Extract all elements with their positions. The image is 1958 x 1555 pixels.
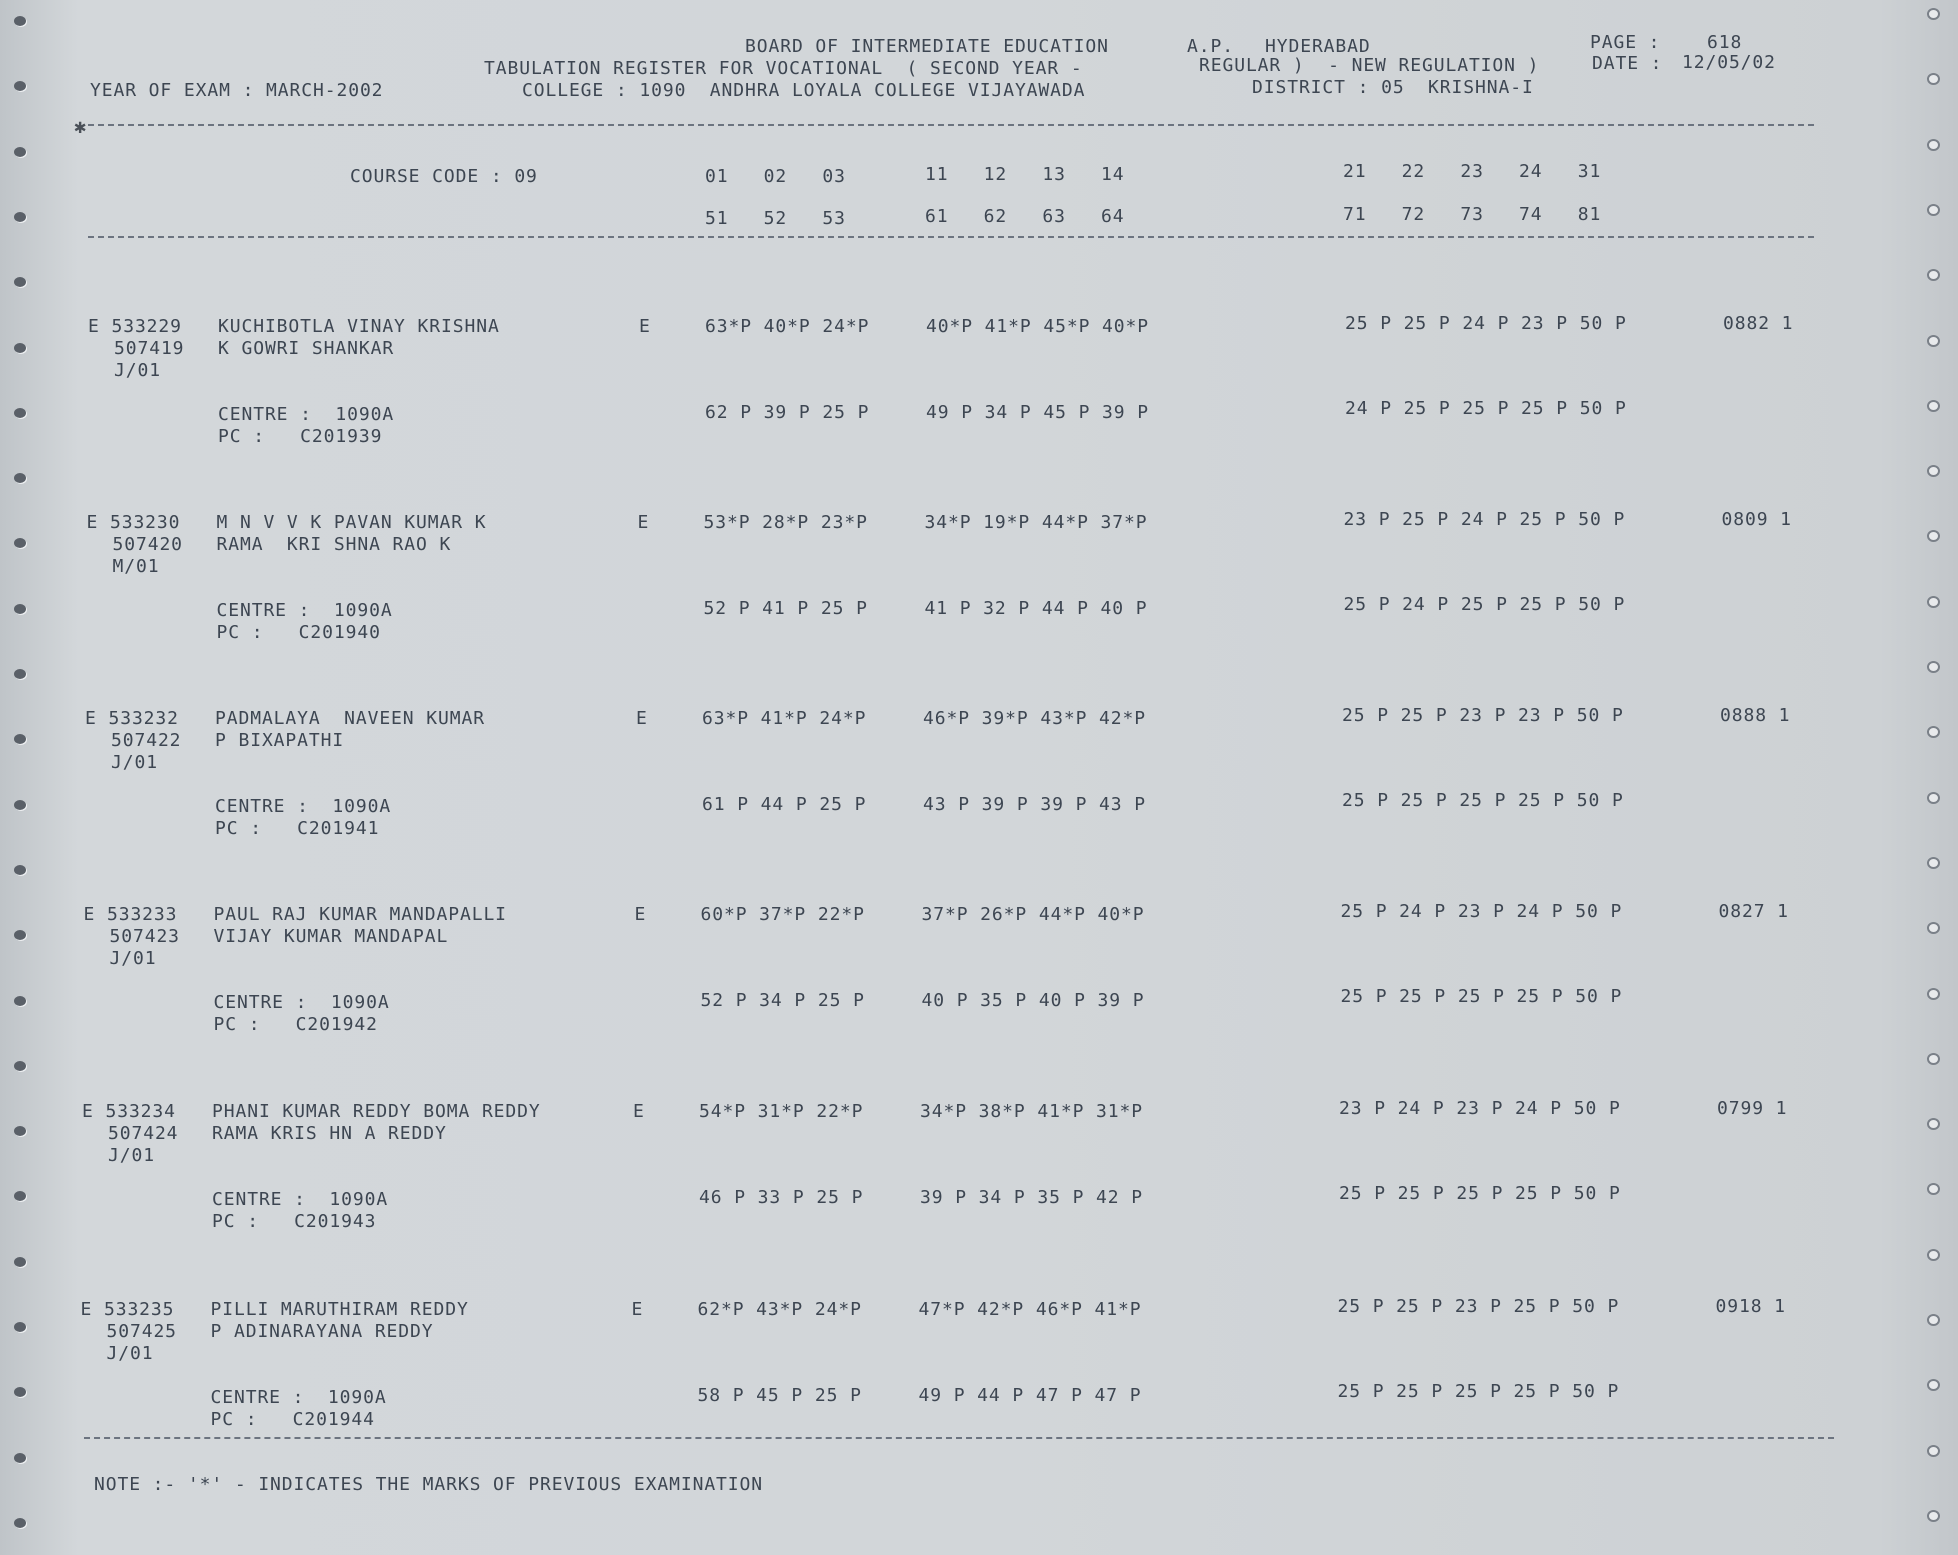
group-code: J/01 <box>111 752 158 773</box>
feed-hole-right <box>1927 988 1940 1000</box>
feed-hole-left <box>14 343 26 353</box>
parent-name: VIJAY KUMAR MANDAPAL <box>213 926 449 947</box>
feed-hole-right <box>1927 596 1940 608</box>
marks-row2-group2: 40 P 35 P 40 P 39 P <box>921 990 1145 1011</box>
marks-row2-group1: 52 P 34 P 25 P <box>700 990 865 1011</box>
marks-row1-group3: 23 P 24 P 23 P 24 P 50 P <box>1339 1098 1621 1119</box>
pin-mark: ✱ <box>74 114 87 138</box>
feed-hole-right <box>1927 269 1940 281</box>
column-header-rule <box>88 236 1814 238</box>
marks-row2-group3: 25 P 25 P 25 P 25 P 50 P <box>1339 1183 1621 1204</box>
marks-row2-group3: 25 P 25 P 25 P 25 P 50 P <box>1342 790 1624 811</box>
group-code: M/01 <box>112 556 160 577</box>
marks-row1-group2: 37*P 26*P 44*P 40*P <box>921 904 1145 925</box>
marks-row1-group1: 63*P 41*P 24*P <box>702 708 867 729</box>
feed-hole-left <box>14 1191 26 1201</box>
medium: E <box>633 1101 645 1122</box>
roll-number: 507420 <box>112 534 183 555</box>
feed-hole-left <box>14 1322 26 1332</box>
parent-name: P ADINARAYANA REDDY <box>210 1321 434 1342</box>
date-label: DATE : <box>1592 53 1663 74</box>
total-marks: 0809 1 <box>1721 509 1792 530</box>
feed-hole-right <box>1927 1118 1940 1130</box>
total-marks: 0888 1 <box>1720 705 1791 726</box>
marks-row2-group2: 49 P 44 P 47 P 47 P <box>918 1385 1142 1406</box>
feed-hole-right <box>1927 857 1940 869</box>
parent-name: K GOWRI SHANKAR <box>218 338 395 359</box>
feed-hole-right <box>1927 1053 1940 1065</box>
marks-row1-group2: 40*P 41*P 45*P 40*P <box>926 316 1150 337</box>
feed-hole-left <box>14 1061 26 1071</box>
feed-hole-right <box>1927 139 1940 151</box>
year-of-exam: YEAR OF EXAM : MARCH-2002 <box>90 80 384 101</box>
roll-number: 507424 <box>108 1123 179 1144</box>
feed-hole-left <box>14 604 26 614</box>
centre-code: CENTRE : 1090A <box>218 404 395 425</box>
marks-row1-group3: 25 P 25 P 24 P 23 P 50 P <box>1345 313 1627 334</box>
feed-hole-right <box>1927 335 1940 347</box>
feed-hole-right <box>1927 400 1940 412</box>
marks-row1-group2: 46*P 39*P 43*P 42*P <box>923 708 1147 729</box>
feed-hole-left <box>14 277 26 287</box>
roll-number: 507425 <box>106 1321 177 1342</box>
subject-codes-group1-row2: 51 52 53 <box>705 208 846 229</box>
marks-row1-group3: 23 P 25 P 24 P 25 P 50 P <box>1343 509 1626 530</box>
course-code: COURSE CODE : 09 <box>350 166 538 187</box>
feed-hole-left <box>14 1453 26 1463</box>
footnote: NOTE :- '*' - INDICATES THE MARKS OF PREVIOUS EXAMINATION <box>94 1474 764 1495</box>
group-code: J/01 <box>114 360 161 381</box>
feed-hole-right <box>1927 204 1940 216</box>
feed-hole-left <box>14 1126 26 1136</box>
feed-hole-left <box>14 996 26 1006</box>
marks-row2-group2: 43 P 39 P 39 P 43 P <box>923 794 1147 815</box>
print-date: 12/05/02 <box>1682 52 1776 73</box>
feed-hole-right <box>1927 1183 1940 1195</box>
feed-hole-left <box>14 1518 26 1528</box>
college-label: COLLEGE : 1090 ANDHRA LOYALA COLLEGE VIJAYAWADA <box>522 80 1086 101</box>
pc-number: PC : C201939 <box>218 426 383 447</box>
group-code: J/01 <box>106 1343 154 1364</box>
marks-row2-group1: 62 P 39 P 25 P <box>705 402 870 423</box>
medium: E <box>637 512 650 533</box>
pc-number: PC : C201943 <box>212 1211 377 1232</box>
total-marks: 0827 1 <box>1718 901 1789 922</box>
marks-row2-group1: 52 P 41 P 25 P <box>703 598 868 619</box>
feed-hole-left <box>14 734 26 744</box>
roll-number: 507423 <box>109 926 180 947</box>
feed-hole-left <box>14 147 26 157</box>
feed-hole-right <box>1927 465 1940 477</box>
marks-row1-group1: 53*P 28*P 23*P <box>703 512 868 533</box>
subject-codes-group2-row2: 61 62 63 64 <box>925 206 1125 227</box>
medium: E <box>639 316 651 337</box>
registration-number: E 533233 <box>83 904 178 925</box>
centre-code: CENTRE : 1090A <box>213 992 390 1013</box>
registration-number: E 533234 <box>82 1101 176 1122</box>
marks-row2-group3: 25 P 25 P 25 P 25 P 50 P <box>1337 1381 1620 1402</box>
student-name: KUCHIBOTLA VINAY KRISHNA <box>218 316 500 337</box>
marks-row2-group2: 49 P 34 P 45 P 39 P <box>926 402 1150 423</box>
parent-name: RAMA KRIS HN A REDDY <box>212 1123 447 1144</box>
marks-row1-group3: 25 P 25 P 23 P 25 P 50 P <box>1337 1296 1620 1317</box>
marks-row2-group2: 41 P 32 P 44 P 40 P <box>924 598 1148 619</box>
feed-hole-right <box>1927 726 1940 738</box>
feed-hole-right <box>1927 1445 1940 1457</box>
feed-hole-left <box>14 538 26 548</box>
city-label: HYDERABAD <box>1265 36 1371 57</box>
registration-number: E 533230 <box>86 512 181 533</box>
marks-row1-group1: 62*P 43*P 24*P <box>697 1299 862 1320</box>
total-marks: 0882 1 <box>1723 313 1794 334</box>
board-title: BOARD OF INTERMEDIATE EDUCATION <box>745 36 1109 57</box>
marks-row1-group1: 54*P 31*P 22*P <box>699 1101 864 1122</box>
student-name: PILLI MARUTHIRAM REDDY <box>210 1299 469 1320</box>
page-label: PAGE : <box>1590 32 1661 53</box>
subject-codes-group3-row1: 21 22 23 24 31 <box>1343 161 1602 182</box>
feed-hole-left <box>14 1387 26 1397</box>
parent-name: P BIXAPATHI <box>215 730 345 751</box>
roll-number: 507422 <box>111 730 182 751</box>
page-number: 618 <box>1707 32 1743 53</box>
marks-row2-group2: 39 P 34 P 35 P 42 P <box>920 1187 1144 1208</box>
roll-number: 507419 <box>114 338 185 359</box>
feed-hole-left <box>14 930 26 940</box>
subject-codes-group3-row2: 71 72 73 74 81 <box>1343 204 1602 225</box>
subject-codes-group2-row1: 11 12 13 14 <box>925 164 1125 185</box>
registration-number: E 533235 <box>80 1299 175 1320</box>
marks-row2-group1: 58 P 45 P 25 P <box>697 1385 862 1406</box>
feed-hole-right <box>1927 1379 1940 1391</box>
group-code: J/01 <box>109 948 157 969</box>
student-name: PADMALAYA NAVEEN KUMAR <box>215 708 485 729</box>
total-marks: 0799 1 <box>1717 1098 1788 1119</box>
pc-number: PC : C201940 <box>216 622 381 643</box>
marks-row1-group1: 60*P 37*P 22*P <box>700 904 865 925</box>
district-label: DISTRICT : 05 KRISHNA-I <box>1252 77 1534 98</box>
marks-row1-group3: 25 P 24 P 23 P 24 P 50 P <box>1340 901 1623 922</box>
parent-name: RAMA KRI SHNA RAO K <box>216 534 452 555</box>
centre-code: CENTRE : 1090A <box>215 796 392 817</box>
subject-codes-group1-row1: 01 02 03 <box>705 166 846 187</box>
centre-code: CENTRE : 1090A <box>216 600 393 621</box>
medium: E <box>631 1299 644 1320</box>
feed-hole-right <box>1927 8 1940 20</box>
group-code: J/01 <box>108 1145 155 1166</box>
feed-hole-left <box>14 669 26 679</box>
feed-hole-right <box>1927 73 1940 85</box>
feed-hole-right <box>1927 1314 1940 1326</box>
feed-hole-left <box>14 865 26 875</box>
registration-number: E 533229 <box>88 316 182 337</box>
footer-rule <box>84 1437 1834 1439</box>
marks-row1-group1: 63*P 40*P 24*P <box>705 316 870 337</box>
marks-row1-group2: 34*P 19*P 44*P 37*P <box>924 512 1148 533</box>
state-label: A.P. <box>1187 36 1234 57</box>
feed-hole-left <box>14 800 26 810</box>
feed-hole-right <box>1927 530 1940 542</box>
pc-number: PC : C201941 <box>215 818 380 839</box>
feed-hole-right <box>1927 792 1940 804</box>
feed-hole-right <box>1927 1249 1940 1261</box>
total-marks: 0918 1 <box>1715 1296 1786 1317</box>
header-rule <box>88 124 1814 126</box>
marks-row1-group3: 25 P 25 P 23 P 23 P 50 P <box>1342 705 1624 726</box>
marks-row1-group2: 34*P 38*P 41*P 31*P <box>920 1101 1144 1122</box>
student-name: PHANI KUMAR REDDY BOMA REDDY <box>212 1101 541 1122</box>
pc-number: PC : C201942 <box>213 1014 378 1035</box>
pc-number: PC : C201944 <box>210 1409 375 1430</box>
marks-row2-group3: 25 P 25 P 25 P 25 P 50 P <box>1340 986 1623 1007</box>
marks-row2-group3: 25 P 24 P 25 P 25 P 50 P <box>1343 594 1626 615</box>
centre-code: CENTRE : 1090A <box>212 1189 389 1210</box>
student-name: M N V V K PAVAN KUMAR K <box>216 512 487 533</box>
feed-hole-right <box>1927 922 1940 934</box>
register-title: TABULATION REGISTER FOR VOCATIONAL ( SECOND YEAR - <box>484 58 1083 79</box>
feed-hole-left <box>14 473 26 483</box>
feed-hole-left <box>14 1257 26 1267</box>
feed-hole-left <box>14 81 26 91</box>
feed-hole-right <box>1927 661 1940 673</box>
feed-hole-left <box>14 212 26 222</box>
student-name: PAUL RAJ KUMAR MANDAPALLI <box>213 904 507 925</box>
marks-row2-group3: 24 P 25 P 25 P 25 P 50 P <box>1345 398 1627 419</box>
regulation-label: REGULAR ) - NEW REGULATION ) <box>1199 55 1540 76</box>
marks-row2-group1: 46 P 33 P 25 P <box>699 1187 864 1208</box>
feed-hole-left <box>14 16 26 26</box>
feed-hole-right <box>1927 1510 1940 1522</box>
medium: E <box>634 904 647 925</box>
medium: E <box>636 708 648 729</box>
marks-row2-group1: 61 P 44 P 25 P <box>702 794 867 815</box>
feed-hole-left <box>14 408 26 418</box>
registration-number: E 533232 <box>85 708 179 729</box>
marks-row1-group2: 47*P 42*P 46*P 41*P <box>918 1299 1142 1320</box>
centre-code: CENTRE : 1090A <box>210 1387 387 1408</box>
